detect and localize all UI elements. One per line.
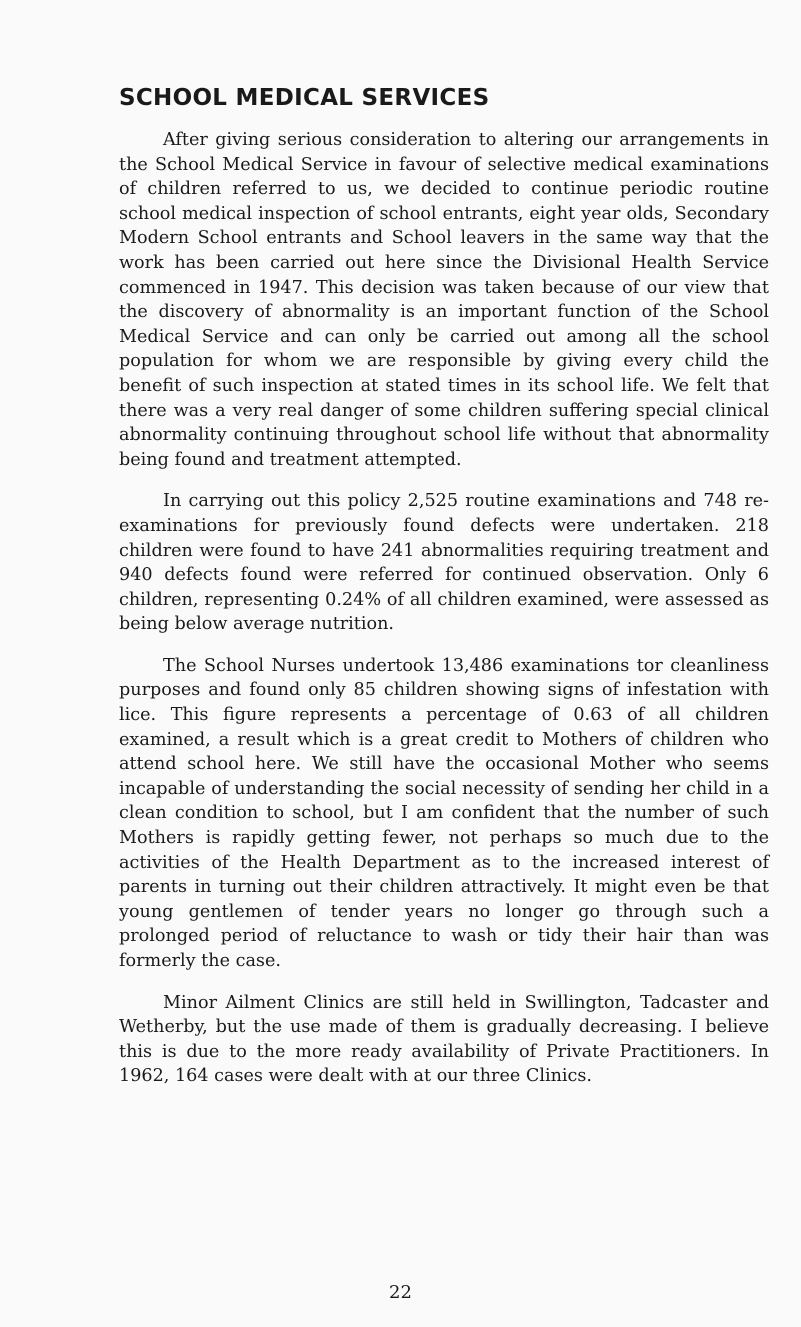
paragraph-3: The School Nurses undertook 13,486 examinations tor cleanliness purposes and found only 85 children showing signs of infestation with lice. This figure represents a percentage of 0.63 of all children examined, a result which is a great credit to Mothers of children who attend school here. We still have the occasional Mother who seems incapable of understanding the social necessity of sending her child in a clean condition to school, but I am confident that the number of such Mothers is rapidly getting fewer, not perhaps so much due to the activities of the Health Department as to the increased interest of parents in turning out their children attractively. It might even be that young gentlemen of tender years no longer go through such a prolonged period of reluctance to wash or tidy their hair than was formerly the case. bbox=[119, 655, 769, 971]
paragraph-2: In carrying out this policy 2,525 routine examinations and 748 re-examinations for previously found defects were undertaken. 218 children were found to have 241 abnormalities requiring treatment and 940 defects found were referred for continued observation. Only 6 children, representing 0.24% of all children examined, were assessed as being below average nutrition. bbox=[119, 491, 769, 635]
document-page bbox=[119, 84, 769, 1106]
paragraph-4: Minor Ailment Clinics are still held in Swillington, Tadcaster and Wetherby, but the use made of them is gradually decreasing. I believe this is due to the more ready availability of Private Practitioners. In 1962, 164 cases were dealt with at our three Clinics. bbox=[119, 992, 769, 1087]
page-number: 22 bbox=[389, 1282, 412, 1303]
paragraph-1: After giving serious consideration to altering our arrangements in the School Medical Service in favour of selective medical examinations of children referred to us, we decided to continue periodic routine school medical inspection of school entrants, eight year olds, Secondary Modern School entrants and School leavers in the same way that the work has been carried out here since the Divisional Health Service commenced in 1947. This decision was taken because of our view that the discovery of abnormality is an important function of the School Medical Service and can only be carried out among all the school population for whom we are responsible by giving every child the benefit of such inspection at stated times in its school life. We felt that there was a very real danger of some children suffering special clinical abnormality continuing throughout school life without that abnormality being found and treatment attempted. bbox=[119, 130, 769, 470]
page-title: SCHOOL MEDICAL SERVICES bbox=[119, 85, 490, 111]
